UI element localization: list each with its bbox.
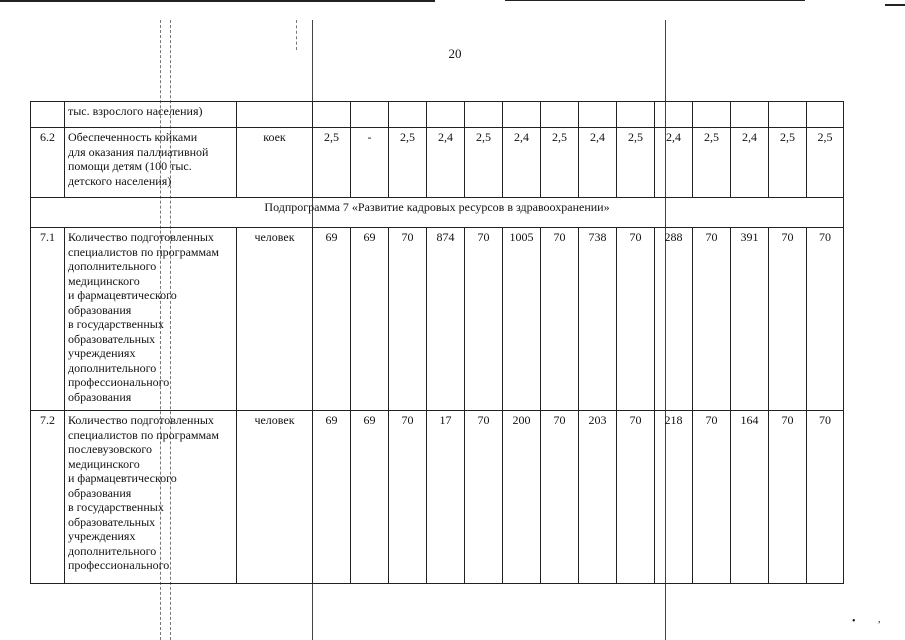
value-cell: 2,4 (655, 128, 693, 198)
value-cell: 69 (351, 411, 389, 584)
value-cell: 200 (503, 411, 541, 584)
page-number: 20 (448, 46, 462, 61)
value-cell: 70 (769, 411, 807, 584)
row-name: Количество подготовленных специалистов по программам послевузовского медицинского и фармацевтического образования в государственных образовательных учреждениях дополнительного профессионального (65, 411, 237, 584)
value-cell: 164 (731, 411, 769, 584)
row-index: 6.2 (31, 128, 65, 198)
scan-fold-line (296, 20, 297, 50)
value-cell: 2,4 (427, 128, 465, 198)
row-unit: человек (237, 228, 313, 411)
value-cell: 70 (465, 411, 503, 584)
value-cell: 70 (541, 228, 579, 411)
value-cell: 70 (693, 411, 731, 584)
value-cell: 2,5 (541, 128, 579, 198)
row-name: Количество подготовленных специалистов по программам дополнительного медицинского и фармацевтического образования в государственных образовательных учреждениях дополнительного профессионального образования (65, 228, 237, 411)
row-name-continuation: тыс. взрослого населения) (65, 102, 237, 128)
table-row (31, 102, 844, 128)
scan-edge-line (505, 0, 805, 1)
table-row (31, 228, 844, 411)
value-cell: 2,5 (313, 128, 351, 198)
row-unit: человек (237, 411, 313, 584)
table-cell (237, 102, 313, 128)
value-cell: 288 (655, 228, 693, 411)
value-cell: 2,5 (807, 128, 844, 198)
table-cell (31, 102, 65, 128)
scan-edge-line (885, 4, 905, 6)
value-cell: 70 (807, 411, 844, 584)
value-cell: 738 (579, 228, 617, 411)
value-cell: 1005 (503, 228, 541, 411)
row-name: Обеспеченность койками для оказания паллиативной помощи детям (100 тыс. детского населения) (65, 128, 237, 198)
scan-speck: , (878, 614, 881, 625)
scan-edge-line (0, 0, 435, 2)
value-cell: 70 (541, 411, 579, 584)
value-cell: 874 (427, 228, 465, 411)
indicators-table (30, 101, 844, 584)
value-cell: 70 (389, 228, 427, 411)
value-cell: 70 (693, 228, 731, 411)
value-cell: 69 (313, 411, 351, 584)
section-title: Подпрограмма 7 «Развитие кадровых ресурсов в здравоохранении» (31, 198, 844, 228)
table-row (31, 128, 844, 198)
value-cell: 69 (313, 228, 351, 411)
value-cell: 2,4 (731, 128, 769, 198)
value-cell: 70 (617, 411, 655, 584)
value-cell: 203 (579, 411, 617, 584)
value-cell: 70 (807, 228, 844, 411)
value-cell: 70 (769, 228, 807, 411)
section-row (31, 198, 844, 228)
value-cell: 2,5 (465, 128, 503, 198)
value-cell: 17 (427, 411, 465, 584)
value-cell: 69 (351, 228, 389, 411)
value-cell: 70 (465, 228, 503, 411)
value-cell: 2,4 (579, 128, 617, 198)
value-cell: 2,4 (503, 128, 541, 198)
row-index: 7.1 (31, 228, 65, 411)
value-cell: 391 (731, 228, 769, 411)
value-cell: - (351, 128, 389, 198)
row-index: 7.2 (31, 411, 65, 584)
value-cell: 2,5 (617, 128, 655, 198)
table-row (31, 411, 844, 584)
scan-speck: • (852, 616, 856, 627)
value-cell: 70 (617, 228, 655, 411)
value-cell: 2,5 (693, 128, 731, 198)
value-cell: 70 (389, 411, 427, 584)
value-cell: 218 (655, 411, 693, 584)
row-unit: коек (237, 128, 313, 198)
value-cell: 2,5 (769, 128, 807, 198)
value-cell: 2,5 (389, 128, 427, 198)
